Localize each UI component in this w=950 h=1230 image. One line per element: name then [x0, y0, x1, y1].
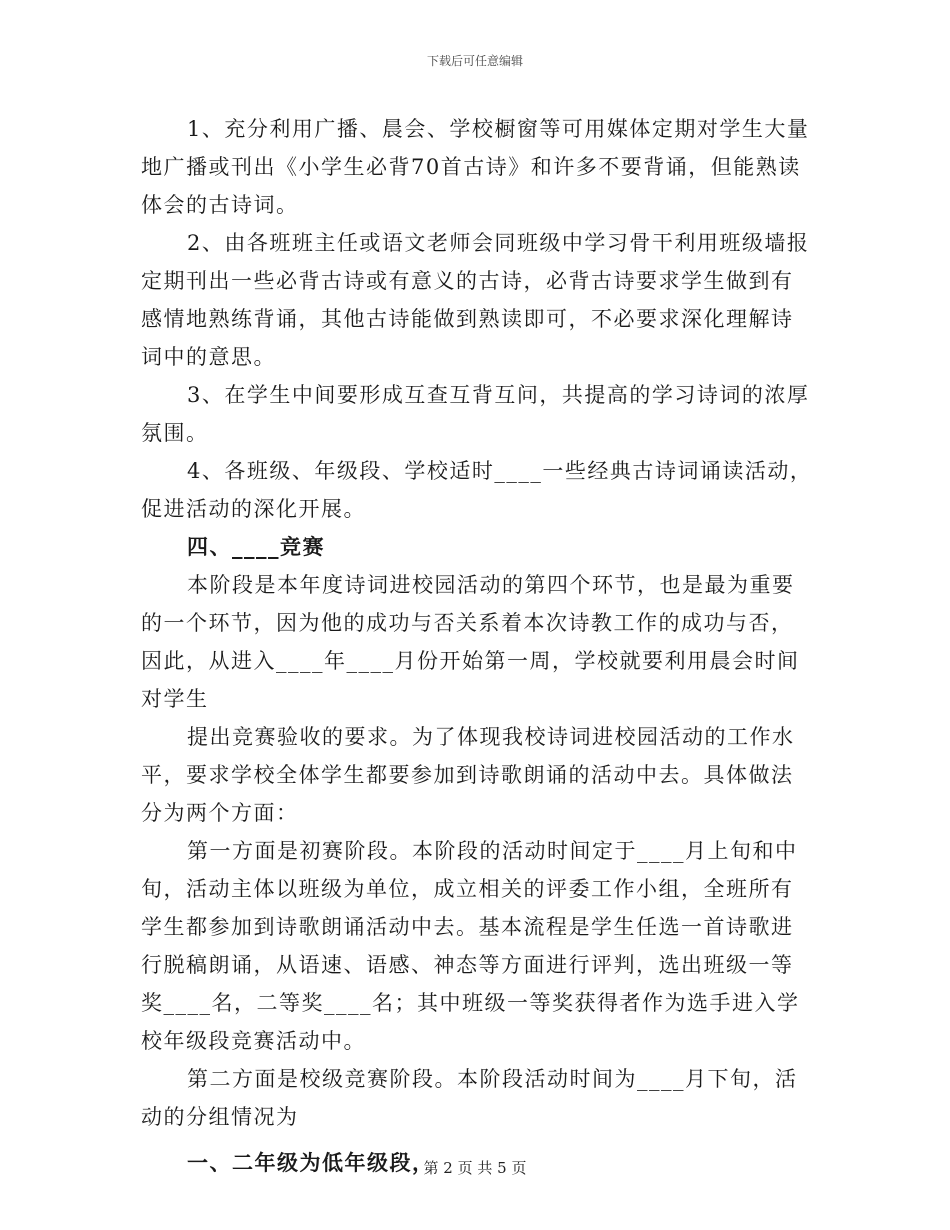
document-body — [141, 110, 813, 1182]
paragraph-4: 4、各班级、年级段、学校适时____一些经典古诗词诵读活动，促进活动的深化开展。 — [141, 459, 813, 521]
page-header: 下载后可任意编辑 — [426, 54, 523, 68]
paragraph-1: 1、充分利用广播、晨会、学校橱窗等可用媒体定期对学生大量地广播或刊出《小学生必背70首古诗》和许多不要背诵，但能熟读体会的古诗词。 — [141, 117, 810, 217]
paragraph-8: 第二方面是校级竞赛阶段。本阶段活动时间为____月下旬，活动的分组情况为 — [141, 1067, 798, 1129]
page-footer: 第 2 页 共 5 页 — [423, 1159, 527, 1177]
paragraph-7: 第一方面是初赛阶段。本阶段的活动时间定于____月上旬和中旬，活动主体以班级为单位，成立相关的评委工作小组，全班所有学生都参加到诗歌朗诵活动中去。基本流程是学生任选一首诗歌进行脱稿朗诵，从语速、语感、神态等方面进行评判，选出班级一等奖____名，二等奖____名；其中班级一等奖获得者作为选手进入学校年级段竞赛活动中。 — [141, 839, 800, 1053]
paragraph-5: 本阶段是本年度诗词进校园活动的第四个环节，也是最为重要的一个环节，因为他的成功与否关系着本次诗教工作的成功与否，因此，从进入____年____月份开始第一周，学校就要利用晨会时间对学生 — [141, 573, 800, 711]
paragraph-6: 提出竞赛验收的要求。为了体现我校诗词进校园活动的工作水平，要求学校全体学生都要参加到诗歌朗诵的活动中去。具体做法分为两个方面： — [141, 725, 795, 825]
section-heading-4: 四、____竞赛 — [187, 534, 325, 559]
paragraph-3: 3、在学生中间要形成互查互背互问，共提高的学习诗词的浓厚氛围。 — [141, 383, 810, 445]
subheading-grade-group: 一、二年级为低年级段， — [187, 1150, 435, 1175]
paragraph-2: 2、由各班班主任或语文老师会同班级中学习骨干利用班级墙报定期刊出一些必背古诗或有意义的古诗，必背古诗要求学生做到有感情地熟练背诵，其他古诗能做到熟读即可，不必要求深化理解诗词中的意思。 — [141, 231, 810, 369]
